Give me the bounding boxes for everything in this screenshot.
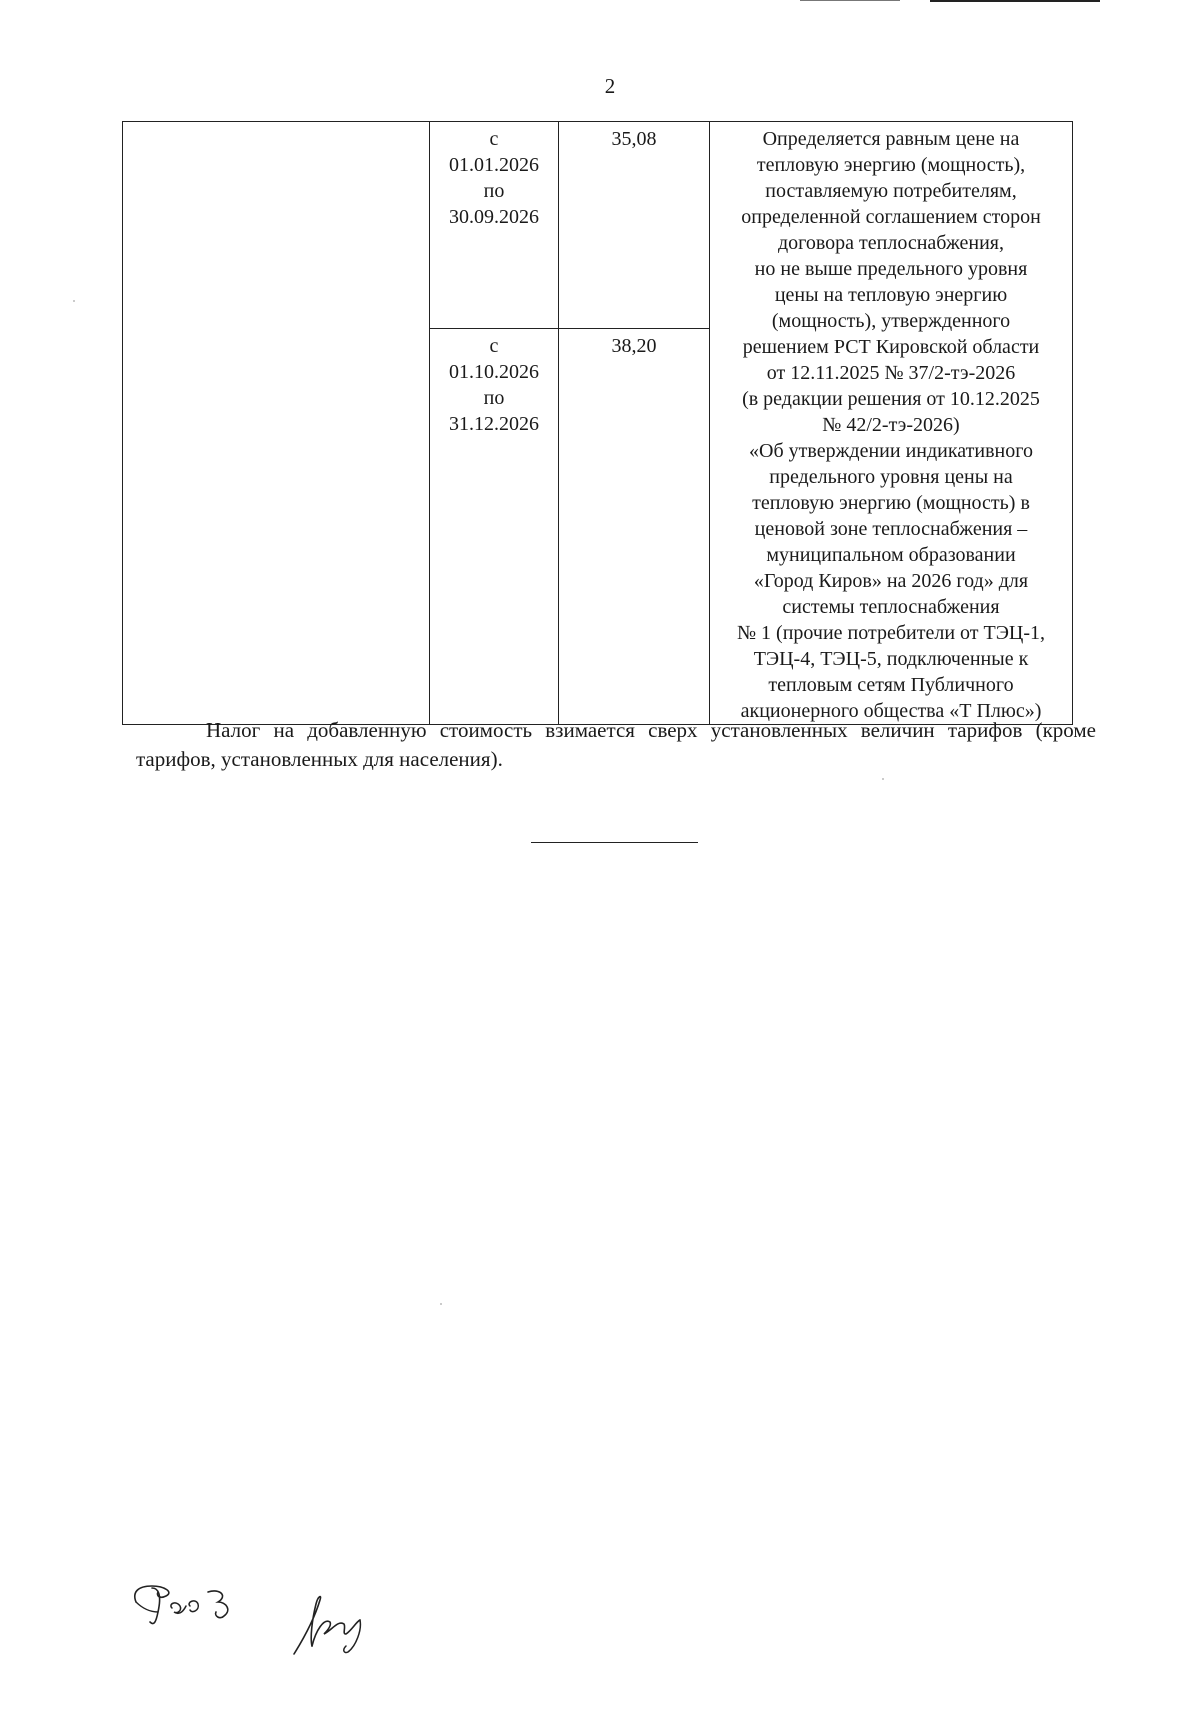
scan-speck <box>882 778 884 780</box>
header-scan-rule <box>930 0 1100 2</box>
period-from-label: с <box>489 335 499 357</box>
period-start-date: 01.10.2026 <box>449 361 539 383</box>
tariff-table <box>122 121 1073 725</box>
note-line: ТЭЦ-4, ТЭЦ-5, подключенные к <box>753 648 1029 670</box>
period-from-label: с <box>489 128 499 150</box>
note-line: цены на тепловую энергию <box>774 284 1008 306</box>
note-line: тепловую энергию (мощность) в <box>752 492 1030 514</box>
header-scan-rule-short <box>800 0 900 1</box>
note-line: но не выше предельного уровня <box>754 258 1028 280</box>
note-line: системы теплоснабжения <box>782 596 1000 618</box>
period-end-date: 31.12.2026 <box>449 413 539 435</box>
period-to-label: по <box>483 387 505 409</box>
period-cell <box>430 122 559 329</box>
note-line: муниципальном образовании <box>766 544 1016 566</box>
signature-mark <box>128 1572 268 1642</box>
table-row <box>123 122 1073 329</box>
note-line: акционерного общества «Т Плюс») <box>740 700 1042 722</box>
tariff-value-cell: 38,20 <box>559 329 710 725</box>
signature-mark <box>290 1590 380 1660</box>
page-number: 2 <box>604 74 616 98</box>
note-line: предельного уровня цены на <box>769 466 1013 488</box>
note-line: поставляемую потребителям, <box>765 180 1017 202</box>
note-line: тепловым сетям Публичного <box>768 674 1014 696</box>
period-start-date: 01.01.2026 <box>449 154 539 176</box>
note-line: № 42/2-тэ-2026) <box>822 414 960 436</box>
note-line: от 12.11.2025 № 37/2-тэ-2026 <box>766 362 1016 384</box>
tariff-note-cell <box>710 122 1073 725</box>
note-line: договора теплоснабжения, <box>777 232 1005 254</box>
note-line: (в редакции решения от 10.12.2025 <box>742 388 1040 410</box>
note-line: ценовой зоне теплоснабжения – <box>754 518 1028 540</box>
note-line: № 1 (прочие потребители от ТЭЦ-1, <box>736 622 1046 644</box>
note-line: Определяется равным цене на <box>762 128 1020 150</box>
vat-note: Налог на добавленную стоимость взимается сверх установленных величин тарифов (кроме тарифов, установленных для населения). <box>136 718 1096 771</box>
scan-speck <box>73 300 75 302</box>
scan-speck <box>440 1303 442 1305</box>
period-cell <box>430 329 559 725</box>
end-of-document-rule <box>531 842 698 843</box>
note-line: (мощность), утвержденного <box>771 310 1011 332</box>
note-line: решением РСТ Кировской области <box>742 336 1040 358</box>
tariff-value-cell: 35,08 <box>559 122 710 329</box>
note-line: «Город Киров» на 2026 год» для <box>753 570 1029 592</box>
empty-cell <box>123 122 430 725</box>
note-line: тепловую энергию (мощность), <box>756 154 1026 176</box>
note-line: «Об утверждении индикативного <box>749 440 1033 462</box>
period-end-date: 30.09.2026 <box>449 206 539 228</box>
period-to-label: по <box>483 180 505 202</box>
note-line: определенной соглашением сторон <box>741 206 1041 228</box>
